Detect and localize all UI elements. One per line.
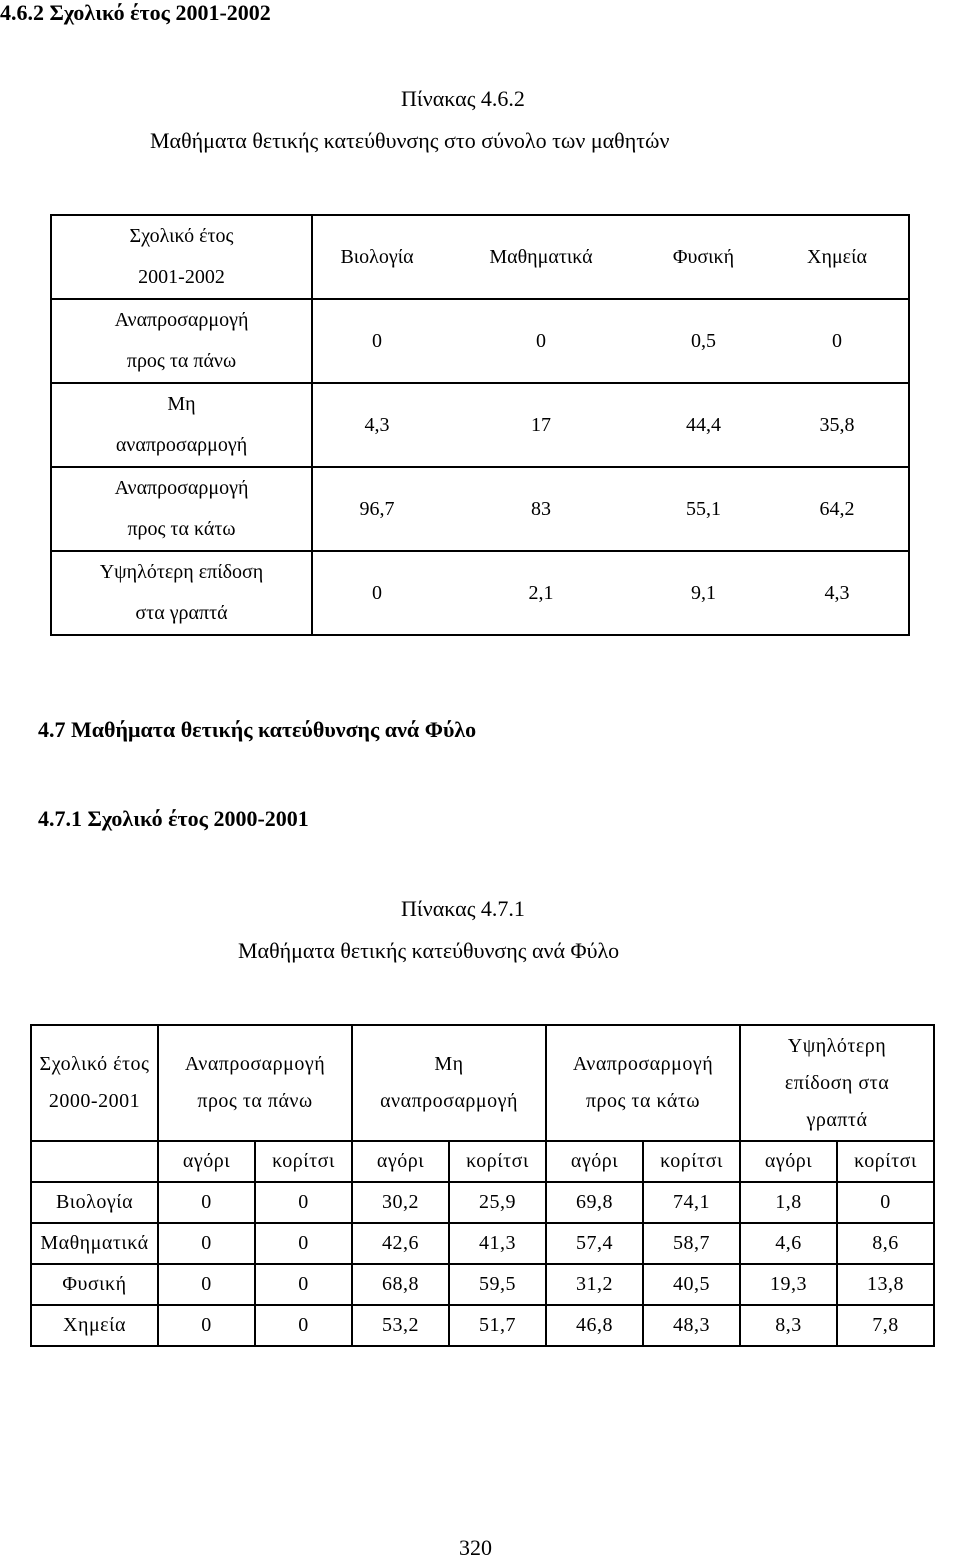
subheader-row xyxy=(31,1141,934,1182)
value-cell: 74,1 xyxy=(643,1182,740,1223)
sub-header: κορίτσι xyxy=(643,1141,740,1182)
sub-header: αγόρι xyxy=(740,1141,837,1182)
row-label xyxy=(51,551,312,635)
value-cell: 4,6 xyxy=(740,1223,837,1264)
row-values xyxy=(312,299,909,383)
group-header-line: Αναπροσαρμογή xyxy=(184,1053,326,1075)
corner-line: 2000-2001 xyxy=(48,1090,141,1112)
group-header-line: επίδοση στα xyxy=(784,1071,890,1094)
value-cell: 19,3 xyxy=(740,1264,837,1305)
row-label-line: στα γραπτά xyxy=(135,602,228,624)
group-header-line: αναπροσαρμογή xyxy=(380,1090,518,1112)
table-row xyxy=(51,383,909,467)
row-label: Βιολογία xyxy=(31,1182,158,1223)
value-cell: 42,6 xyxy=(352,1223,449,1264)
sub-header: κορίτσι xyxy=(449,1141,546,1182)
table1 xyxy=(50,214,910,636)
value-cell: 64,2 xyxy=(819,497,855,520)
table2-number: Πίνακας 4.7.1 xyxy=(401,896,525,921)
value-cell: 48,3 xyxy=(643,1305,740,1346)
column-header: Μαθηματικά xyxy=(489,245,593,268)
value-cell: 7,8 xyxy=(837,1305,934,1346)
value-cell: 17 xyxy=(531,413,551,436)
value-cell: 0 xyxy=(255,1264,352,1305)
group-header-line: γραπτά xyxy=(806,1108,868,1131)
column-header: Χημεία xyxy=(807,245,867,268)
group-header-line: προς τα πάνω xyxy=(197,1090,313,1112)
table1-title: Μαθήματα θετικής κατεύθυνσης στο σύνολο των μαθητών xyxy=(150,128,670,153)
value-cell: 68,8 xyxy=(352,1264,449,1305)
row-values xyxy=(312,551,909,635)
group-header xyxy=(352,1025,546,1141)
value-cell: 4,3 xyxy=(364,413,390,436)
group-header-line: Αναπροσαρμογή xyxy=(572,1053,714,1075)
value-cell: 0 xyxy=(837,1182,934,1223)
row-label: Φυσική xyxy=(31,1264,158,1305)
table-row xyxy=(51,299,909,383)
row-label-line: Αναπροσαρμογή xyxy=(114,477,249,499)
value-cell: 30,2 xyxy=(352,1182,449,1223)
table-row xyxy=(31,1223,934,1264)
value-cell: 8,3 xyxy=(740,1305,837,1346)
page-number: 320 xyxy=(459,1535,492,1560)
value-cell: 55,1 xyxy=(686,497,721,520)
corner-line: 2001-2002 xyxy=(138,266,225,288)
value-cell: 51,7 xyxy=(449,1305,546,1346)
value-cell: 0 xyxy=(255,1223,352,1264)
group-header-line: Μη xyxy=(434,1053,464,1075)
value-cell: 53,2 xyxy=(352,1305,449,1346)
row-label xyxy=(51,383,312,467)
value-cell: 8,6 xyxy=(837,1223,934,1264)
table-row xyxy=(31,1182,934,1223)
row-values xyxy=(312,467,909,551)
value-cell: 83 xyxy=(531,497,551,520)
row-label-line: αναπροσαρμογή xyxy=(115,434,248,456)
section-heading-4-6-2: 4.6.2 Σχολικό έτος 2001-2002 xyxy=(0,0,271,25)
value-cell: 57,4 xyxy=(546,1223,643,1264)
value-cell: 0 xyxy=(255,1305,352,1346)
row-values xyxy=(312,383,909,467)
column-header: Βιολογία xyxy=(340,245,414,268)
value-cell: 31,2 xyxy=(546,1264,643,1305)
row-label-line: Μη xyxy=(167,393,196,415)
row-label-line: προς τα πάνω xyxy=(126,350,237,372)
table2 xyxy=(30,1024,935,1347)
value-cell: 0 xyxy=(158,1223,255,1264)
group-header-line: προς τα κάτω xyxy=(585,1090,701,1112)
sub-header: αγόρι xyxy=(352,1141,449,1182)
column-header: Φυσική xyxy=(672,245,735,268)
table1-corner-cell xyxy=(51,215,312,299)
sub-header: κορίτσι xyxy=(255,1141,352,1182)
value-cell: 0 xyxy=(158,1305,255,1346)
row-label-line: Υψηλότερη επίδοση xyxy=(99,561,264,583)
corner-line: Σχολικό έτος xyxy=(129,225,234,247)
table1-header-cell xyxy=(312,215,909,299)
value-cell: 13,8 xyxy=(837,1264,934,1305)
section-heading-4-7-1: 4.7.1 Σχολικό έτος 2000-2001 xyxy=(38,806,309,831)
value-cell: 0 xyxy=(158,1182,255,1223)
table-row xyxy=(51,551,909,635)
value-cell: 0 xyxy=(372,329,382,352)
value-cell: 58,7 xyxy=(643,1223,740,1264)
value-cell: 46,8 xyxy=(546,1305,643,1346)
value-cell: 0 xyxy=(372,581,382,604)
group-header-line: Υψηλότερη xyxy=(787,1034,887,1057)
value-cell: 96,7 xyxy=(359,497,395,520)
row-label xyxy=(51,467,312,551)
sub-header: κορίτσι xyxy=(837,1141,934,1182)
section-heading-4-7: 4.7 Μαθήματα θετικής κατεύθυνσης ανά Φύλο xyxy=(38,717,477,742)
group-header xyxy=(158,1025,352,1141)
value-cell: 4,3 xyxy=(824,581,850,604)
value-cell: 0 xyxy=(536,329,546,352)
value-cell: 44,4 xyxy=(686,413,721,436)
value-cell: 25,9 xyxy=(449,1182,546,1223)
value-cell: 0 xyxy=(255,1182,352,1223)
group-header xyxy=(546,1025,740,1141)
row-label xyxy=(51,299,312,383)
value-cell: 1,8 xyxy=(740,1182,837,1223)
row-label-line: προς τα κάτω xyxy=(127,518,236,540)
row-label: Χημεία xyxy=(31,1305,158,1346)
row-label: Μαθηματικά xyxy=(31,1223,158,1264)
sub-header: αγόρι xyxy=(546,1141,643,1182)
table1-number: Πίνακας 4.6.2 xyxy=(401,86,525,111)
corner-line: Σχολικό έτος xyxy=(39,1053,150,1075)
sub-header: αγόρι xyxy=(158,1141,255,1182)
value-cell: 0 xyxy=(832,329,842,352)
table-row xyxy=(51,467,909,551)
value-cell: 69,8 xyxy=(546,1182,643,1223)
table2-title: Μαθήματα θετικής κατεύθυνσης ανά Φύλο xyxy=(238,938,620,963)
table-row xyxy=(31,1305,934,1346)
value-cell: 41,3 xyxy=(449,1223,546,1264)
value-cell: 59,5 xyxy=(449,1264,546,1305)
table2-corner-cell xyxy=(31,1025,158,1141)
table-row xyxy=(31,1264,934,1305)
value-cell: 0,5 xyxy=(691,329,716,352)
empty-cell xyxy=(31,1141,158,1182)
value-cell: 9,1 xyxy=(691,581,716,604)
group-header xyxy=(740,1025,934,1141)
row-label-line: Αναπροσαρμογή xyxy=(114,309,249,331)
value-cell: 35,8 xyxy=(819,413,855,436)
value-cell: 2,1 xyxy=(528,581,554,604)
value-cell: 40,5 xyxy=(643,1264,740,1305)
value-cell: 0 xyxy=(158,1264,255,1305)
